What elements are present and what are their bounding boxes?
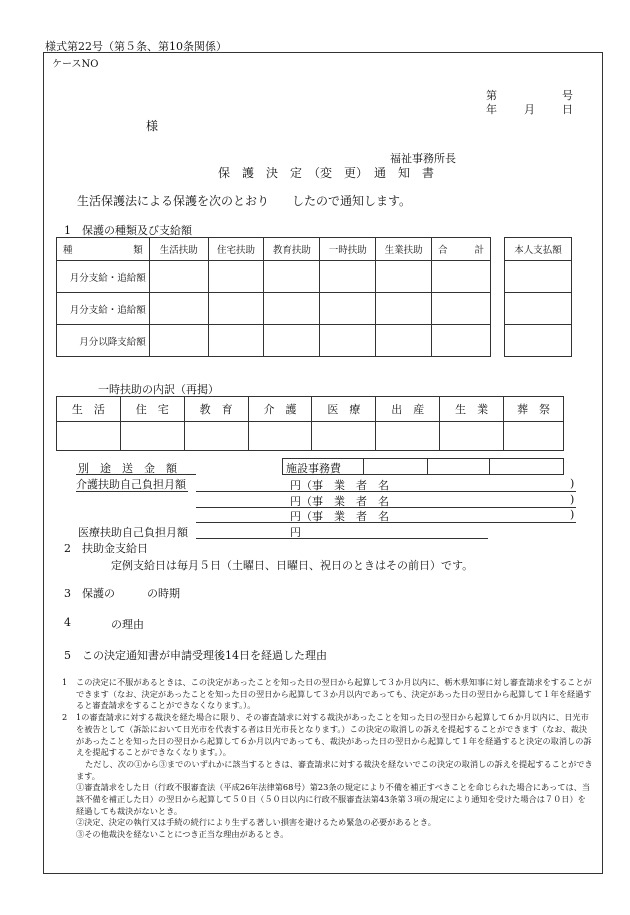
- case-no-label: ケースNO: [52, 59, 99, 70]
- provider-underline: [196, 522, 576, 523]
- facility-fee-label: 施設事務費: [286, 462, 341, 475]
- provider-row: 円（事 業 者 名: [290, 479, 389, 492]
- intro-right: したので通知します。: [292, 194, 412, 208]
- date-year: 年: [486, 103, 497, 116]
- section3-left: 3 保護の: [64, 587, 115, 600]
- date-day: 日: [562, 103, 573, 116]
- note-condition: ②決定、決定の執行又は手続の続行により生ずる著しい損害を避けるため緊急の必要があるとき。: [76, 817, 436, 828]
- total-header-right: 計: [474, 245, 484, 256]
- col-header: 住宅扶助: [208, 238, 264, 261]
- col-header: 一時扶助: [320, 238, 376, 261]
- temp-breakdown-heading: 一時扶助の内訳（再掲）: [98, 383, 219, 396]
- care-copay-underline: [76, 491, 188, 492]
- personal-payment-header: 本人支払額: [505, 238, 572, 261]
- note-text: この決定に不服があるときは、この決定があったことを知った日の翌日から起算して３か月以内に、栃木県知事に対し審査請求をすることができます（なお、決定があったことを知った日の翌日から起算して３か月以内であっても、決定があった日の翌日から起算して１年を経過すると審査請求をすることができなくなります。）。: [76, 677, 592, 711]
- provider-row: 円（事 業 者 名: [290, 495, 389, 508]
- temp-col-header: 介 護: [248, 397, 312, 422]
- note-text: ただし、次の①から③までのいずれかに該当するときは、審査請求に対する裁決を経ないでこの決定の取消しの訴えを提起することができます。: [76, 758, 593, 781]
- section1-heading: 1 保護の種類及び支給額: [64, 224, 192, 237]
- note-number: 2: [62, 712, 68, 723]
- separate-remit-underline: [76, 474, 196, 475]
- table-row: [57, 325, 491, 357]
- note-condition: ①審査請求をした日（行政不服審査法（平成26年法律第68号）第23条の規定により不備を補正すべきことを命じられた場合にあっては、当該不備を補正した日）の翌日から起算して５０日（５０日以内に行政不服審査法第43条第３項の規定により通知を受けた場合は７０日）を経過しても裁決がないとき。: [76, 782, 591, 816]
- temp-col-header: 葬 祭: [504, 397, 564, 422]
- care-copay-label: 介護扶助自己負担月額: [76, 478, 186, 491]
- doc-no-suffix: 号: [562, 89, 573, 102]
- medical-yen: 円: [290, 526, 301, 539]
- close-paren: ): [570, 477, 575, 490]
- medical-underline: [196, 538, 488, 539]
- note-item: [62, 677, 594, 712]
- temp-col-header: 住 宅: [120, 397, 184, 422]
- benefit-table: [56, 237, 491, 357]
- total-header: [432, 238, 491, 261]
- temp-col-header: 教 育: [184, 397, 248, 422]
- close-paren: ): [570, 508, 575, 521]
- row-label: 月分支給・追給額: [57, 261, 150, 293]
- date-month: 月: [524, 103, 535, 116]
- medical-copay-label: 医療扶助自己負担月額: [78, 526, 188, 539]
- kind-header-left: 種: [63, 245, 73, 256]
- col-header: 生活扶助: [149, 238, 208, 261]
- section2-body: 定例支給日は毎月５日（土曜日、日曜日、祝日のときはその前日）です。: [111, 559, 474, 572]
- benefit-header-row: [57, 238, 491, 261]
- temp-col-header: 出 産: [376, 397, 440, 422]
- facility-divider: [363, 458, 364, 475]
- note-condition: ③その他裁決を経ないことにつき正当な理由があるとき。: [76, 829, 289, 840]
- separate-remit-label: 別 途 送 金 額: [78, 462, 177, 475]
- personal-payment-table: [504, 237, 572, 357]
- section2-heading: 2 扶助金支給日: [64, 542, 148, 555]
- form-number: 様式第22号（第５条、第10条関係）: [45, 40, 227, 53]
- facility-divider: [427, 458, 428, 475]
- kind-header: [57, 238, 150, 261]
- note-item: [62, 712, 594, 759]
- temp-col-header: 生 業: [440, 397, 504, 422]
- page-title: 保 護 決 定 （変 更） 通 知 書: [218, 166, 435, 180]
- kind-header-right: 類: [133, 245, 143, 256]
- note-number: 1: [62, 677, 68, 687]
- section5-heading: 5 この決定通知書が申請受理後14日を経過した理由: [64, 649, 327, 662]
- col-header: 教育扶助: [264, 238, 320, 261]
- note-text: 1の審査請求に対する裁決を経た場合に限り、その審査請求に対する裁決があったことを知った日の翌日から起算して６か月以内に、日光市を被告として（訴訟において日光市を代表する者は日光市長となります。）この決定の取消しの訴えを提起することができます（なお、裁決があったことを知った日の翌日から起算して６か月以内であっても、裁決があった日の翌日から起算して１年を経過すると決定の取消しの訴えを提起することができなくなります。）。: [76, 712, 592, 758]
- section4-left: 4: [64, 616, 71, 629]
- table-row: [57, 293, 491, 325]
- section3-right: の時期: [147, 587, 180, 600]
- col-header: 生業扶助: [376, 238, 432, 261]
- notes: [62, 677, 594, 841]
- sender: 福祉事務所長: [390, 152, 456, 165]
- table-row: [57, 261, 491, 293]
- temp-col-header: 生 活: [57, 397, 121, 422]
- row-label: 月分支給・追給額: [57, 293, 150, 325]
- close-paren: ): [570, 493, 575, 506]
- provider-underline: [196, 491, 576, 492]
- temp-col-header: 医 療: [312, 397, 376, 422]
- total-header-left: 合: [438, 245, 448, 256]
- temp-breakdown-table: [56, 396, 564, 451]
- row-label: 月分以降支給額: [57, 325, 150, 357]
- intro-left: 生活保護法による保護を次のとおり: [77, 194, 270, 208]
- provider-row: 円（事 業 者 名: [290, 510, 389, 523]
- section4-right: の理由: [111, 618, 144, 631]
- addressee-sama: 様: [146, 119, 159, 133]
- doc-no-prefix: 第: [486, 89, 497, 102]
- facility-divider: [489, 458, 490, 475]
